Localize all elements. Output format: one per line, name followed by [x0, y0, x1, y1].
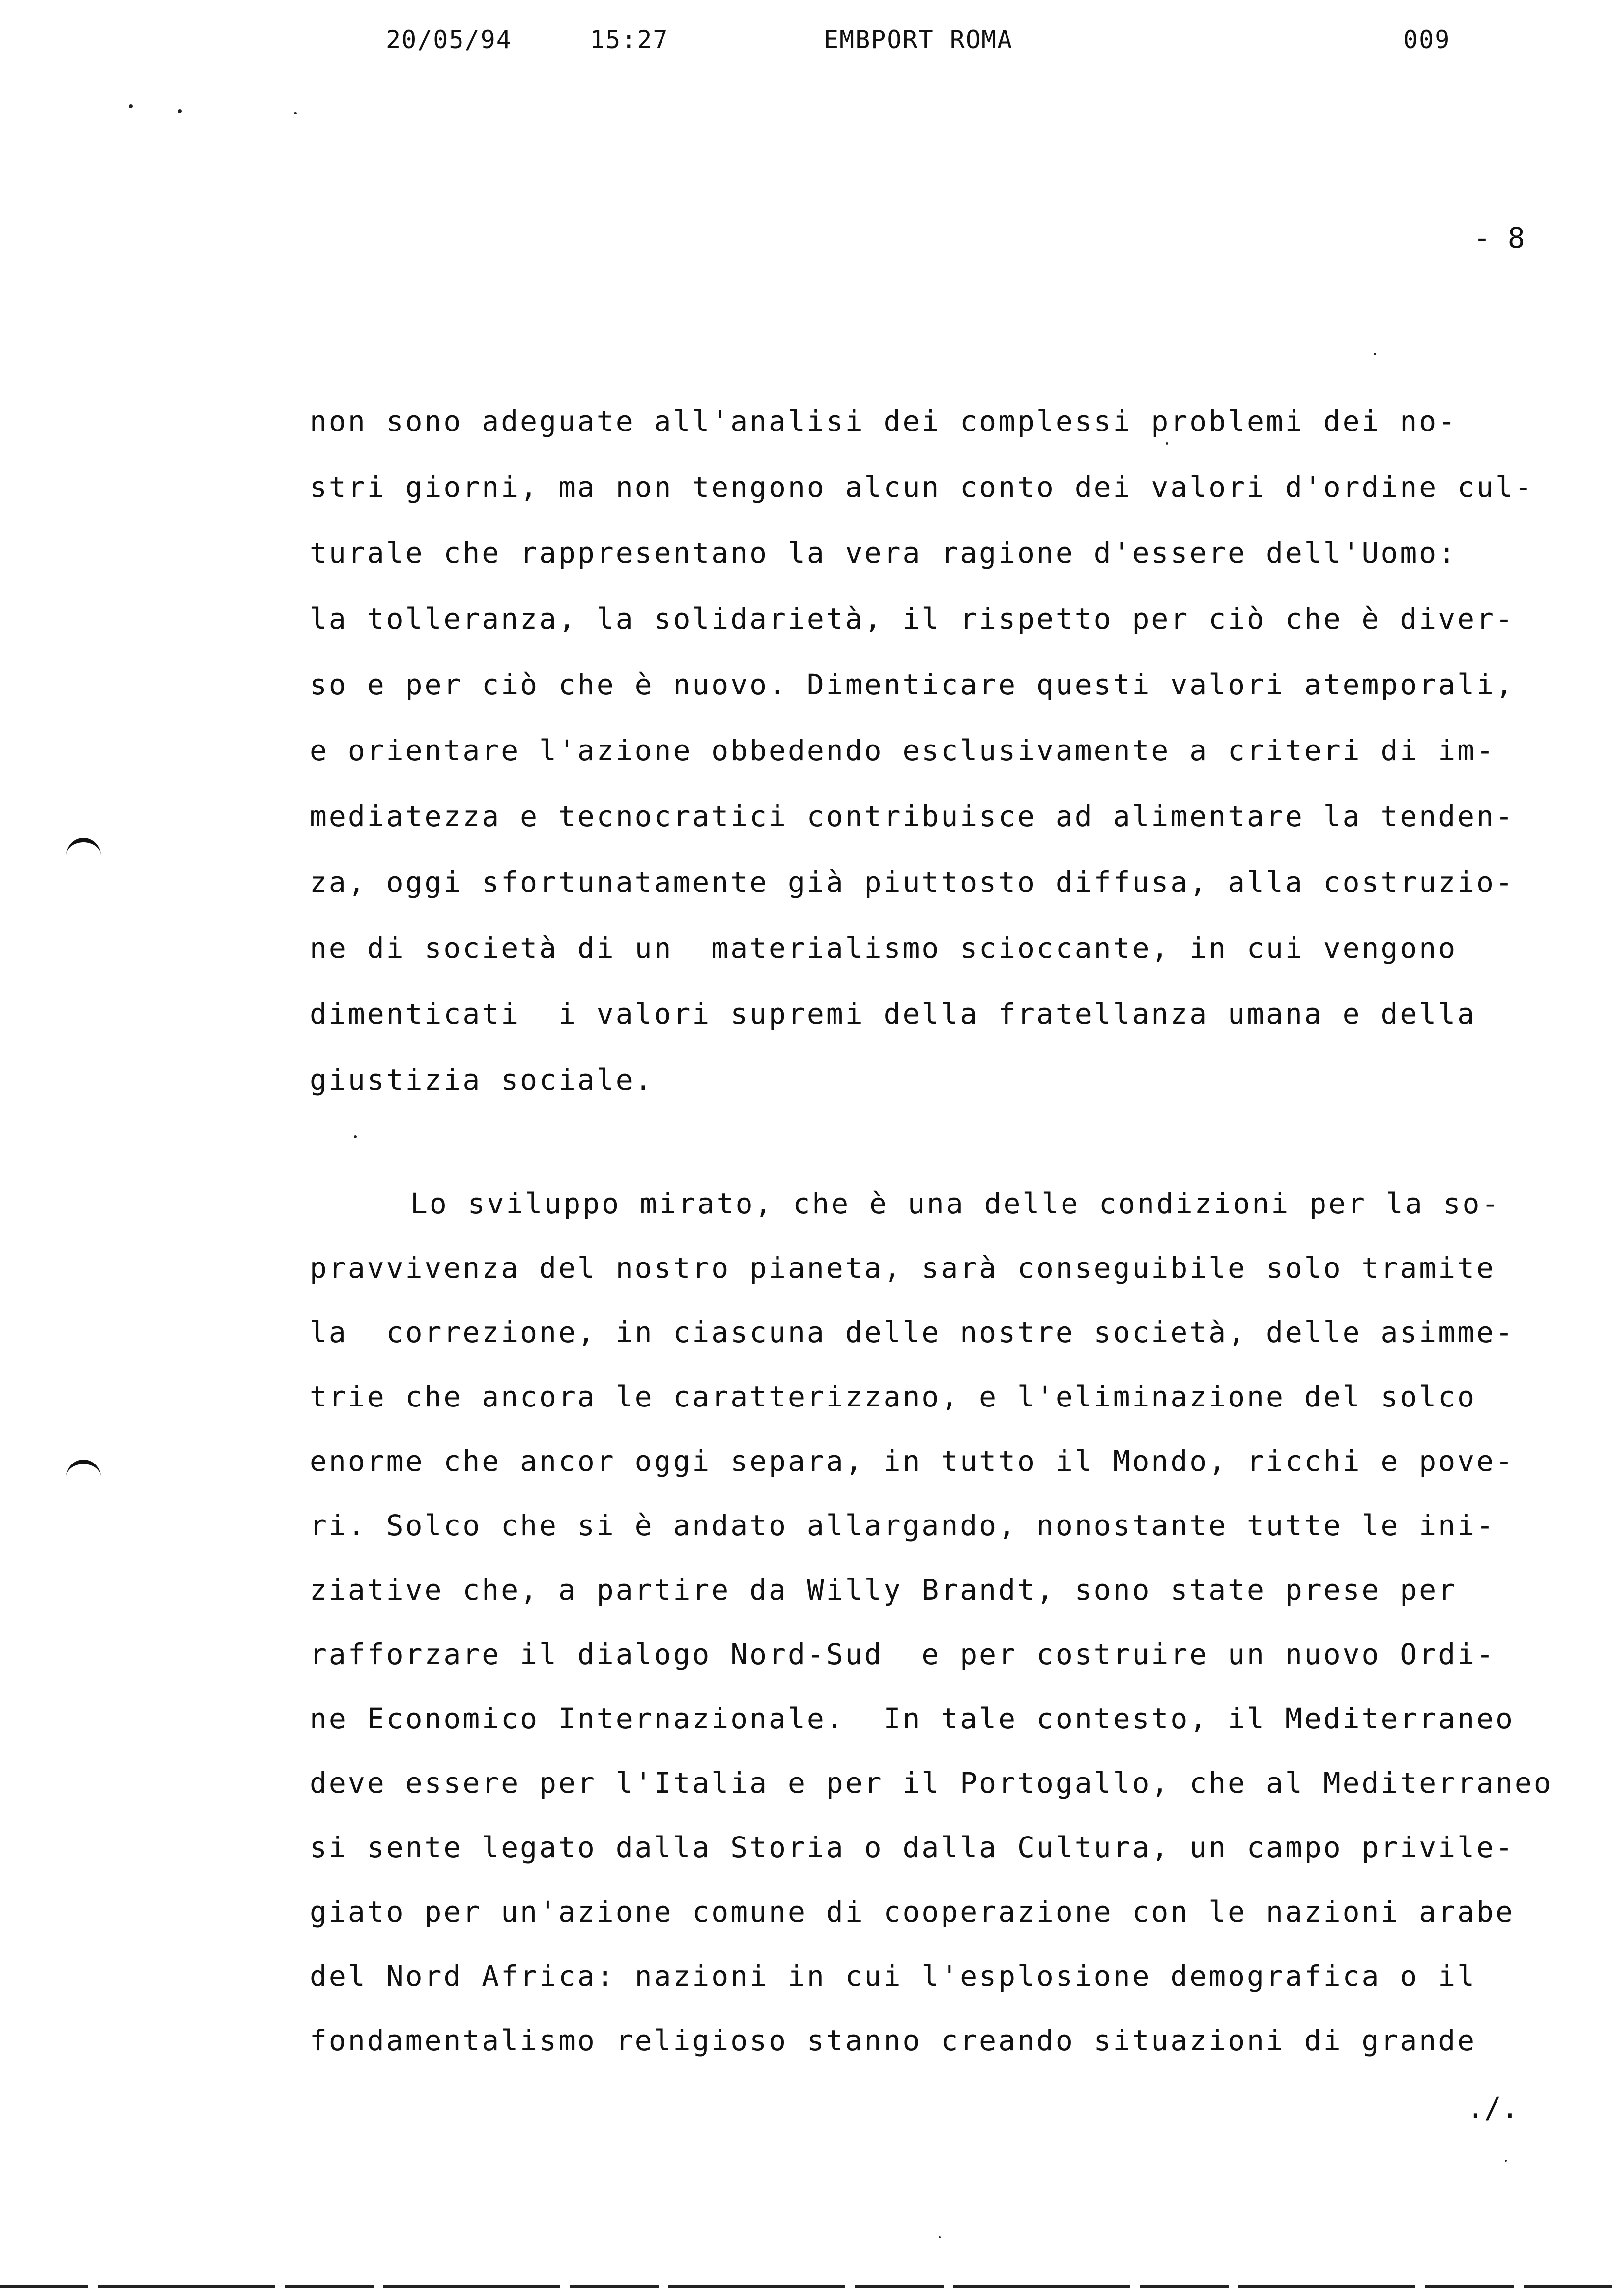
- scan-speck: [939, 2236, 941, 2238]
- text-line: pravvivenza del nostro pianeta, sarà conseguibile solo tramite: [310, 1251, 1496, 1285]
- text-line: trie che ancora le caratterizzano, e l'eliminazione del solco: [310, 1380, 1477, 1413]
- text-line: ri. Solco che si è andato allargando, nonostante tutte le ini-: [310, 1509, 1496, 1542]
- text-line: non sono adeguate all'analisi dei complessi problemi dei no-: [310, 404, 1458, 438]
- text-line: ne Economico Internazionale. In tale contesto, il Mediterraneo: [310, 1702, 1515, 1735]
- text-line: za, oggi sfortunatamente già piuttosto diffusa, alla costruzio-: [310, 865, 1515, 899]
- punch-hole-mark: [66, 838, 101, 862]
- scan-speck: [354, 1135, 357, 1138]
- text-line: si sente legato dalla Storia o dalla Cultura, un campo privile-: [310, 1831, 1515, 1864]
- text-line: turale che rappresentano la vera ragione d'essere dell'Uomo:: [310, 536, 1458, 570]
- text-line: stri giorni, ma non tengono alcun conto dei valori d'ordine cul-: [310, 470, 1534, 504]
- text-line: enorme che ancor oggi separa, in tutto il Mondo, ricchi e pove-: [310, 1444, 1515, 1478]
- scan-speck: [1505, 2160, 1507, 2162]
- page-bottom-rule: [0, 2285, 1612, 2288]
- punch-hole-mark: [66, 1460, 101, 1484]
- text-line: Lo sviluppo mirato, che è una delle condizioni per la so-: [410, 1187, 1501, 1220]
- scan-speck: [178, 109, 182, 113]
- text-line: la correzione, in ciascuna delle nostre società, delle asimme-: [310, 1316, 1515, 1349]
- page-number: - 8: [1473, 221, 1525, 255]
- fax-time: 15:27: [590, 26, 669, 54]
- text-line: dimenticati i valori supremi della fratellanza umana e della: [310, 997, 1477, 1031]
- text-line: e orientare l'azione obbedendo esclusivamente a criteri di im-: [310, 734, 1496, 767]
- text-line: ziative che, a partire da Willy Brandt, sono state prese per: [310, 1573, 1458, 1607]
- scan-speck: [1374, 353, 1376, 355]
- text-line: del Nord Africa: nazioni in cui l'esplosione demografica o il: [310, 1959, 1477, 1993]
- continuation-mark: ./.: [1467, 2091, 1519, 2124]
- fax-date: 20/05/94: [386, 26, 512, 54]
- text-line: mediatezza e tecnocratici contribuisce ad alimentare la tenden-: [310, 800, 1515, 833]
- text-line: fondamentalismo religioso stanno creando situazioni di grande: [310, 2024, 1477, 2057]
- text-line: giustizia sociale.: [310, 1063, 654, 1096]
- text-line: la tolleranza, la solidarietà, il rispetto per ciò che è diver-: [310, 602, 1515, 635]
- text-line: giato per un'azione comune di cooperazione con le nazioni arabe: [310, 1895, 1515, 1928]
- text-line: deve essere per l'Italia e per il Portogallo, che al Mediterraneo: [310, 1766, 1553, 1800]
- fax-header: [0, 26, 1612, 65]
- scan-speck: [129, 104, 133, 108]
- fax-page-count: 009: [1403, 26, 1451, 54]
- text-line: rafforzare il dialogo Nord-Sud e per costruire un nuovo Ordi-: [310, 1637, 1496, 1671]
- scan-speck: [1166, 442, 1168, 445]
- text-line: ne di società di un materialismo scioccante, in cui vengono: [310, 931, 1458, 965]
- scan-speck: [294, 112, 297, 114]
- fax-sender: EMBPORT ROMA: [824, 26, 1013, 54]
- text-line: so e per ciò che è nuovo. Dimenticare questi valori atemporali,: [310, 668, 1515, 701]
